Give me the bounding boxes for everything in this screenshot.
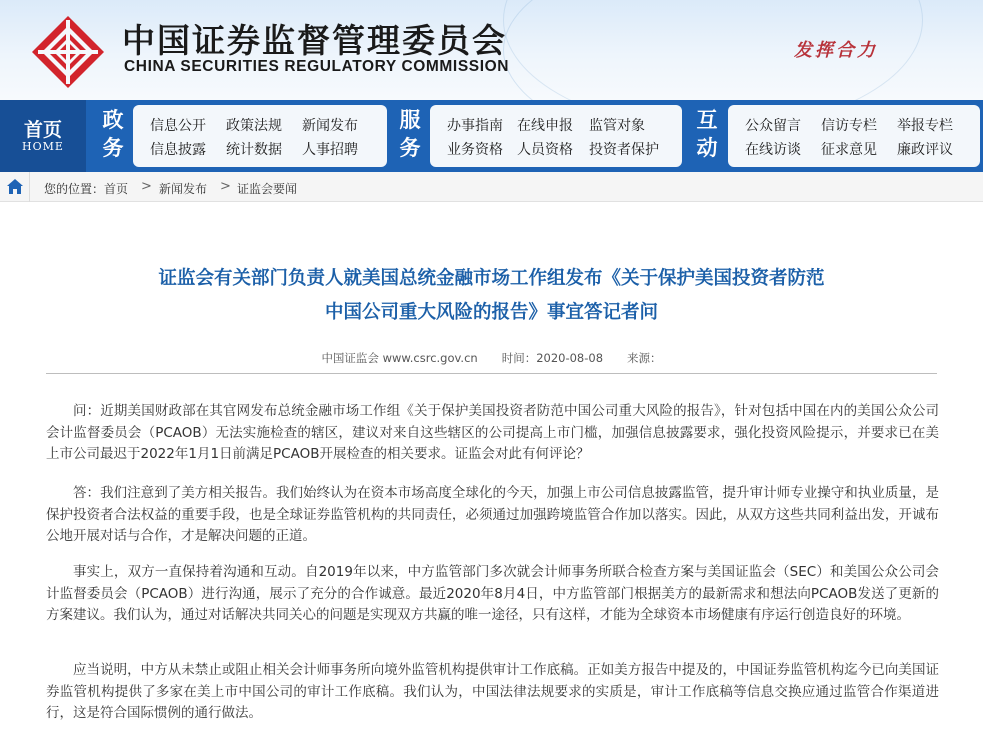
site-title-en: CHINA SECURITIES REGULATORY COMMISSION (124, 58, 510, 75)
breadcrumb-item-home[interactable]: 首页 (104, 182, 129, 196)
csrc-logo-icon[interactable] (28, 12, 108, 92)
nav-link-info-disclosure[interactable]: 信息披露 (150, 142, 206, 158)
nav-link-policy-regulations[interactable]: 政策法规 (226, 118, 282, 134)
nav-link-report[interactable]: 举报专栏 (897, 118, 953, 134)
nav-home-label-en: HOME (22, 140, 64, 153)
article-meta (0, 350, 983, 366)
article-source: 中国证监会 www.csrc.gov.cn (321, 351, 478, 365)
nav-link-investor-protection[interactable]: 投资者保护 (589, 142, 659, 158)
breadcrumb-home-button[interactable] (0, 172, 30, 202)
site-slogan: 发挥合力 (794, 40, 878, 61)
nav-link-solicit-opinions[interactable]: 征求意见 (821, 142, 877, 158)
nav-link-online-filing[interactable]: 在线申报 (517, 118, 573, 134)
nav-category-service: 服 务 (399, 107, 421, 160)
nav-link-regulated-entities[interactable]: 监管对象 (589, 118, 645, 134)
nav-group-interaction (728, 105, 980, 167)
breadcrumb-separator: > (220, 179, 231, 194)
article-title-line-2: 中国公司重大风险的报告》事宜答记者问 (324, 302, 658, 323)
nav-link-business-qualification[interactable]: 业务资格 (447, 142, 503, 158)
nav-link-integrity-review[interactable]: 廉政评议 (897, 142, 953, 158)
breadcrumb-item-news-release[interactable]: 新闻发布 (159, 182, 208, 196)
nav-link-petition[interactable]: 信访专栏 (821, 118, 877, 134)
article-divider (46, 373, 937, 374)
article-time-label: 时间： (501, 351, 537, 365)
breadcrumb-prefix: 您的位置： (44, 182, 105, 196)
site-header (0, 0, 983, 100)
breadcrumb (0, 172, 983, 202)
nav-home-button[interactable] (0, 100, 86, 172)
breadcrumb-separator: > (141, 179, 152, 194)
nav-link-online-interview[interactable]: 在线访谈 (745, 142, 801, 158)
nav-link-public-message[interactable]: 公众留言 (745, 118, 801, 134)
nav-category-government: 政 务 (102, 107, 124, 160)
nav-home-label: 首页 (23, 119, 62, 141)
article-paragraph-clarification: 应当说明，中方从未禁止或阻止相关会计师事务所向境外监管机构提供审计工作底稿。正如美方报告中提及的，中国证券监管机构迄今已向美国证券监管机构提供了多家在美上市中国公司的审计工作底稿。我们认为，中国法律法规要求的实质是，审计工作底稿等信息交换应通过监管合作渠道进行，这是符合国际惯例的通行做法。 (46, 662, 939, 721)
breadcrumb-item-csrc-news[interactable]: 证监会要闻 (237, 182, 298, 196)
article-paragraph-communication: 事实上，双方一直保持着沟通和互动。自2019年以来，中方监管部门多次就会计师事务所联合检查方案与美国证监会（SEC）和美国公众公司会计监督委员会（PCAOB）进行沟通，展示了充分的合作诚意。最近2020年8月4日，中方监管部门根据美方的最新需求和想法向PCAOB发送了更新的方案建议。我们认为，通过对话解决共同关心的问题是实现双方共赢的唯一途径，只有这样，才能为全球资本市场健康有序运行创造良好的环境。 (46, 564, 939, 623)
nav-link-recruitment[interactable]: 人事招聘 (302, 142, 358, 158)
nav-link-info-disclosure-public[interactable]: 信息公开 (150, 118, 206, 134)
nav-link-statistics[interactable]: 统计数据 (226, 142, 282, 158)
nav-link-guide[interactable]: 办事指南 (447, 118, 503, 134)
article-paragraph-question: 问：近期美国财政部在其官网发布总统金融市场工作组《关于保护美国投资者防范中国公司重大风险的报告》，针对包括中国在内的美国公众公司会计监督委员会（PCAOB）无法实施检查的辖区，建议对来自这些辖区的公司提高上市门槛，加强信息披露要求，强化投资风险提示，并要求已在美上市公司最迟于2022年1月1日前满足PCAOB开展检查的相关要求。证监会对此有何评论？ (46, 403, 939, 462)
article-title-line-1: 证监会有关部门负责人就美国总统金融市场工作组发布《关于保护美国投资者防范 (158, 268, 825, 289)
main-nav (0, 100, 983, 172)
article-from-label: 来源： (627, 351, 662, 365)
article-paragraph-answer: 答：我们注意到了美方相关报告。我们始终认为在资本市场高度全球化的今天，加强上市公司信息披露监管，提升审计师专业操守和执业质量，是保护投资者合法权益的重要手段，也是全球证券监管机构的共同责任，必须通过加强跨境监管合作加以落实。因此，从双方这些共同利益出发，开诚布公地开展对话与合作，才是解决问题的正道。 (46, 485, 939, 544)
home-icon (0, 172, 30, 202)
nav-group-service (430, 105, 682, 167)
nav-link-personnel-qualification[interactable]: 人员资格 (517, 142, 573, 158)
nav-link-news-release[interactable]: 新闻发布 (302, 118, 358, 134)
site-title-cn: 中国证券监督管理委员会 (122, 21, 507, 60)
nav-category-interaction: 互 动 (696, 107, 718, 160)
nav-group-government (133, 105, 387, 167)
article-time: 2020-08-08 (536, 351, 604, 365)
